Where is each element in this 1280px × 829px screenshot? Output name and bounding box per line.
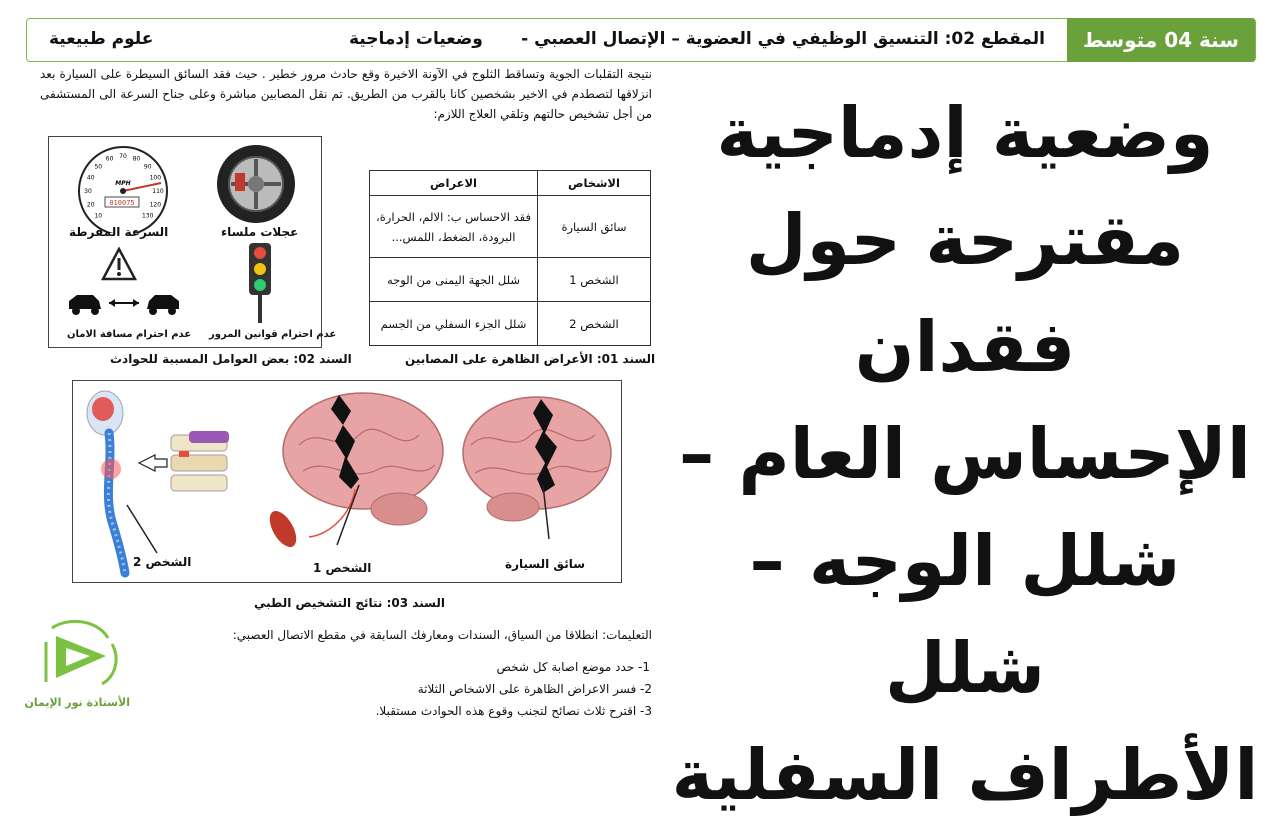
diagnosis-caption xyxy=(254,596,445,610)
person1-label: الشخص 1 xyxy=(313,561,372,575)
diagnosis-figure xyxy=(72,380,622,583)
warning-icon xyxy=(101,247,137,281)
instruction-item: 1- حدد موضع اصابة كل شخص xyxy=(496,660,650,674)
table-caption-prefix: السند 01: xyxy=(596,352,656,366)
speed-label: السرعة المفرطة xyxy=(69,225,169,239)
speedo-tick-label: 70 xyxy=(119,153,127,160)
distance-label: عدم احترام مسافة الامان xyxy=(67,329,192,340)
intro-paragraph: نتيجة التقلبات الجوية وتساقط الثلوج في الآونة الاخيرة وقع حادث مرور خطير . حيث فقد السائق السيطرة على السيارة بعد انزلاقها لتصطدم في الاخير بشخصين كانا بالقرب من الطريق. تم نقل المصابين مباشرة وعلى جناح السرعة الى المستشفى من أجل تشخيص حالتهم وتلقي العلاج اللازم: xyxy=(40,67,652,121)
traffic-light-icon xyxy=(245,241,275,325)
table-cell-person: الشخص 2 xyxy=(538,302,651,346)
subject-title: علوم طبيعية xyxy=(49,29,154,49)
speedo-tick-label: 120 xyxy=(149,201,162,209)
table-header-symptom: الاعراض xyxy=(370,171,538,196)
title-line-2: مقترحة حول فقدان xyxy=(745,199,1185,388)
instructions xyxy=(190,624,652,722)
speedo-tick-label: 80 xyxy=(132,155,141,163)
brain-person1-illustration xyxy=(259,385,449,565)
tires-label: عجلات ملساء xyxy=(221,225,299,239)
instruction-item: 2- فسر الاعراض الظاهرة على الاشخاص الثلاثة xyxy=(417,682,652,696)
table-cell-symptom: شلل الجزء السفلي من الجسم xyxy=(370,302,538,346)
grade-badge: سنة 04 متوسط xyxy=(1067,18,1255,62)
speedo-tick-label: 50 xyxy=(94,163,103,171)
brain-driver-illustration xyxy=(457,389,617,549)
factors-caption-prefix: السند 02: xyxy=(293,352,352,366)
instruction-item: 3- اقترح ثلاث نصائح لتجنب وقوع هذه الحوادث مستقبلا. xyxy=(375,704,652,718)
tire-icon xyxy=(213,143,299,225)
table-row xyxy=(370,196,651,258)
title-line-3: الإحساس العام – xyxy=(679,413,1251,495)
speedo-tick-label: 30 xyxy=(84,188,92,195)
factors-caption xyxy=(110,352,352,366)
table-caption xyxy=(405,352,655,366)
page-title xyxy=(660,80,1270,829)
rules-label: عدم احترام قوانين المرور xyxy=(209,329,337,340)
speedometer-icon xyxy=(63,141,183,233)
car-distance-icon xyxy=(65,287,183,317)
header-bar xyxy=(26,18,1256,62)
table-caption-text: الأعراض الظاهرة على المصابين xyxy=(405,352,593,366)
table-header-person: الاشخاص xyxy=(538,171,651,196)
diagnosis-caption-prefix: السند 03: xyxy=(386,596,445,610)
table-row xyxy=(370,258,651,302)
speedo-tick-label: 20 xyxy=(86,201,95,209)
person2-label: الشخص 2 xyxy=(133,555,192,569)
speedo-tick-label: 130 xyxy=(141,212,154,220)
instructions-intro: التعليمات: انطلاقا من السياق، السندات ومعارفك السابقة في مقطع الاتصال العصبي: xyxy=(232,628,652,642)
spine-illustration xyxy=(79,385,239,579)
symptoms-table xyxy=(369,170,651,346)
factors-caption-text: بعض العوامل المسببة للحوادث xyxy=(110,352,290,366)
speedo-tick-label: 60 xyxy=(105,155,114,163)
speedo-tick-label: 10 xyxy=(94,212,103,220)
table-cell-symptom: شلل الجهة اليمنى من الوجه xyxy=(370,258,538,302)
title-line-5: الأطراف السفلية xyxy=(671,734,1259,816)
table-cell-person: سائق السيارة xyxy=(538,196,651,258)
table-row xyxy=(370,302,651,346)
diagnosis-caption-text: نتائج التشخيص الطبي xyxy=(254,596,383,610)
title-line-1: وضعية إدماجية xyxy=(716,92,1214,174)
table-cell-symptom: فقد الاحساس ب: الالم، الحرارة، البرودة، الضغط، اللمس... xyxy=(370,196,538,258)
speedo-unit: MPH xyxy=(115,180,131,187)
play-logo-icon xyxy=(26,614,130,692)
speedo-tick-label: 110 xyxy=(152,188,164,195)
title-line-4: شلل الوجه – شلل xyxy=(749,520,1181,709)
teacher-logo xyxy=(26,614,130,714)
factors-figure xyxy=(48,136,337,348)
table-cell-person: الشخص 1 xyxy=(538,258,651,302)
speedo-tick-label: 40 xyxy=(86,174,95,182)
unit-title: المقطع 02: التنسيق الوظيفي في العضوية – الإتصال العصبي - xyxy=(521,29,1045,49)
logo-text: الأستاذة نور الإيمان xyxy=(24,696,130,709)
topic-title: وضعيات إدماجية xyxy=(349,29,483,49)
driver-label: سائق السيارة xyxy=(505,557,586,571)
speedo-tick-label: 100 xyxy=(149,174,162,182)
table-header-row xyxy=(370,171,651,196)
speedo-odometer: 010075 xyxy=(109,199,135,207)
speedo-tick-label: 90 xyxy=(143,163,152,171)
